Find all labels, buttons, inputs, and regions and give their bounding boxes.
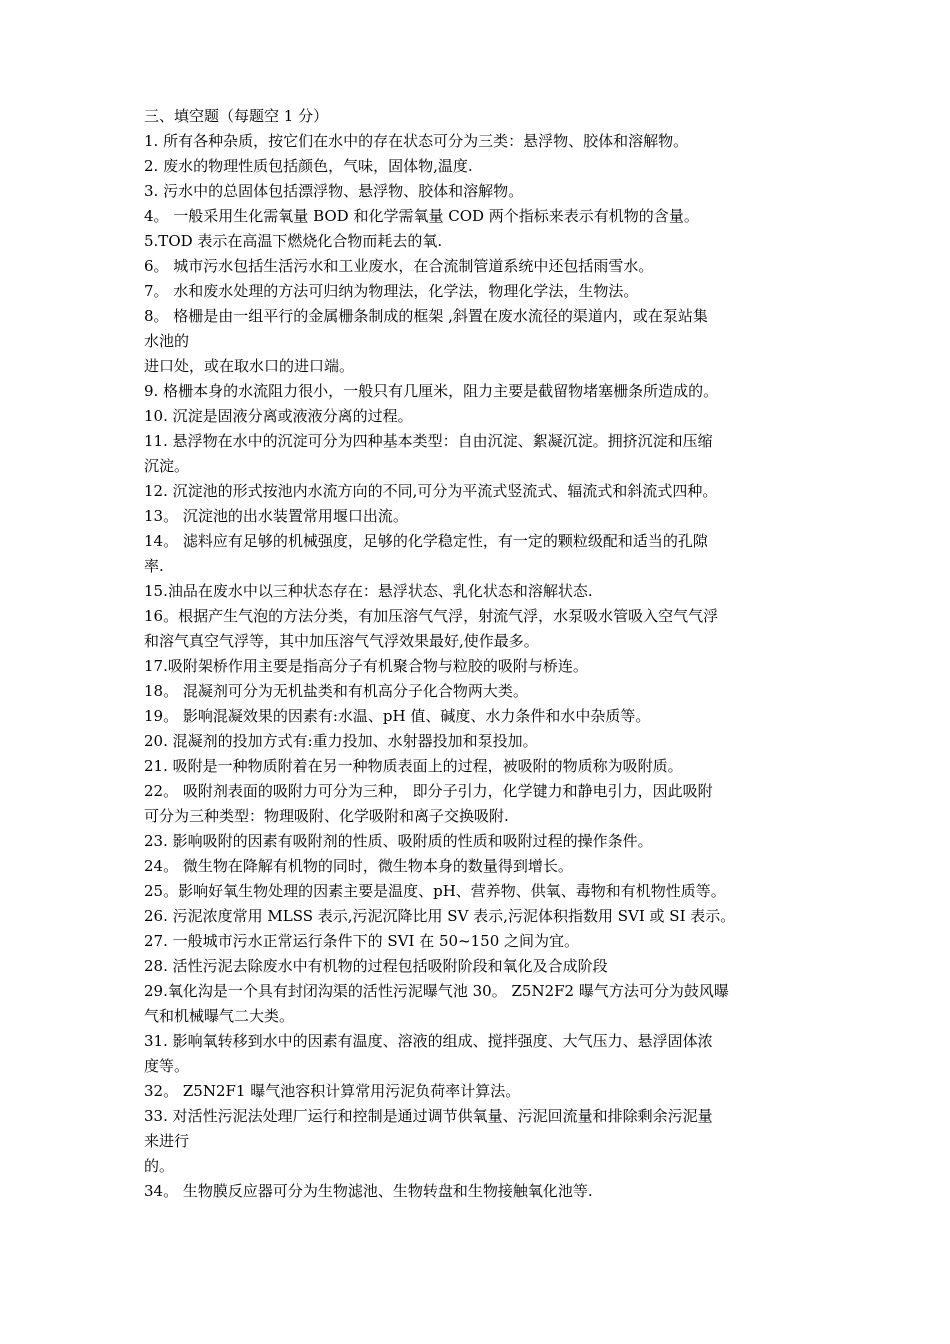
text-line: 26. 污泥浓度常用 MLSS 表示,污泥沉降比用 SV 表示,污泥体积指数用 SVI 或 SI 表示。 [144, 907, 736, 925]
text-line: 34。 生物膜反应器可分为生物滤池、生物转盘和生物接触氧化池等. [144, 1182, 593, 1200]
text-line: 的。 [144, 1157, 175, 1175]
text-line: 32。 Z5N2F1 曝气池容积计算常用污泥负荷率计算法。 [144, 1082, 521, 1100]
text-line: 12. 沉淀池的形式按池内水流方向的不同,可分为平流式竖流式、辐流式和斜流式四种。 [144, 482, 718, 500]
text-line: 14。 滤料应有足够的机械强度，足够的化学稳定性，有一定的颗粒级配和适当的孔隙 [144, 532, 708, 550]
text-line: 水池的 [144, 332, 190, 350]
text-line: 24。 微生物在降解有机物的同时，微生物本身的数量得到增长。 [144, 857, 573, 875]
text-line: 沉淀。 [144, 457, 190, 475]
text-line: 6。 城市污水包括生活污水和工业废水，在合流制管道系统中还包括雨雪水。 [144, 257, 654, 275]
text-line: 9. 格栅本身的水流阻力很小，一般只有几厘米，阻力主要是截留物堵塞栅条所造成的。 [144, 382, 719, 400]
text-line: 4。 一般采用生化需氧量 BOD 和化学需氧量 COD 两个指标来表示有机物的含量。 [144, 207, 699, 225]
text-line: 20. 混凝剂的投加方式有:重力投加、水射器投加和泵投加。 [144, 732, 538, 750]
text-line: 度等。 [144, 1057, 190, 1075]
text-line: 25。影响好氧生物处理的因素主要是温度、pH、营养物、供氧、毒物和有机物性质等。 [144, 882, 726, 900]
text-line: 11. 悬浮物在水中的沉淀可分为四种基本类型：自由沉淀、絮凝沉淀。拥挤沉淀和压缩 [144, 432, 713, 450]
text-line: 33. 对活性污泥法处理厂运行和控制是通过调节供氧量、污泥回流量和排除剩余污泥量 [144, 1107, 713, 1125]
document-page [144, 104, 824, 1204]
text-line: 23. 影响吸附的因素有吸附剂的性质、吸附质的性质和吸附过程的操作条件。 [144, 832, 653, 850]
text-line: 18。 混凝剂可分为无机盐类和有机高分子化合物两大类。 [144, 682, 528, 700]
text-line: 5.TOD 表示在高温下燃烧化合物而耗去的氧. [144, 232, 443, 250]
text-line: 22。 吸附剂表面的吸附力可分为三种， 即分子引力，化学键力和静电引力，因此吸附 [144, 782, 713, 800]
text-line: 13。 沉淀池的出水装置常用堰口出流。 [144, 507, 408, 525]
text-line: 7。 水和废水处理的方法可归纳为物理法，化学法，物理化学法，生物法。 [144, 282, 639, 300]
text-line: 19。 影响混凝效果的因素有:水温、pH 值、碱度、水力条件和水中杂质等。 [144, 707, 651, 725]
text-line: 率. [144, 557, 164, 575]
text-line: 16。根据产生气泡的方法分类，有加压溶气气浮，射流气浮，水泵吸水管吸入空气气浮 [144, 607, 719, 625]
text-line: 31. 影响氧转移到水中的因素有温度、溶液的组成、搅拌强度、大气压力、悬浮固体浓 [144, 1032, 713, 1050]
text-line: 可分为三种类型：物理吸附、化学吸附和离子交换吸附. [144, 807, 509, 825]
section-heading: 三、填空题（每题空 1 分） [144, 107, 329, 125]
text-line: 8。 格栅是由一组平行的金属栅条制成的框架 ,斜置在废水流径的渠道内，或在泵站集 [144, 307, 708, 325]
text-line: 10. 沉淀是固液分离或液液分离的过程。 [144, 407, 413, 425]
text-line: 21. 吸附是一种物质附着在另一种物质表面上的过程，被吸附的物质称为吸附质。 [144, 757, 683, 775]
text-line: 28. 活性污泥去除废水中有机物的过程包括吸附阶段和氧化及合成阶段 [144, 957, 608, 975]
text-line: 17.吸附架桥作用主要是指高分子有机聚合物与粒胶的吸附与桥连。 [144, 657, 588, 675]
text-line: 29.氧化沟是一个具有封闭沟渠的活性污泥曝气池 30。 Z5N2F2 曝气方法可分为鼓风曝 [144, 982, 729, 1000]
text-line: 1. 所有各种杂质，按它们在水中的存在状态可分为三类：悬浮物、胶体和溶解物。 [144, 132, 689, 150]
text-line: 3. 污水中的总固体包括漂浮物、悬浮物、胶体和溶解物。 [144, 182, 524, 200]
text-line: 来进行 [144, 1132, 190, 1150]
text-line: 和溶气真空气浮等，其中加压溶气气浮效果最好,使作最多。 [144, 632, 539, 650]
text-line: 进口处，或在取水口的进口端。 [144, 357, 355, 375]
text-line: 2. 废水的物理性质包括颜色，气味，固体物,温度. [144, 157, 473, 175]
text-line: 气和机械曝气二大类。 [144, 1007, 295, 1025]
text-line: 15.油品在废水中以三种状态存在：悬浮状态、乳化状态和溶解状态. [144, 582, 593, 600]
text-line: 27. 一般城市污水正常运行条件下的 SVI 在 50~150 之间为宜。 [144, 932, 580, 950]
